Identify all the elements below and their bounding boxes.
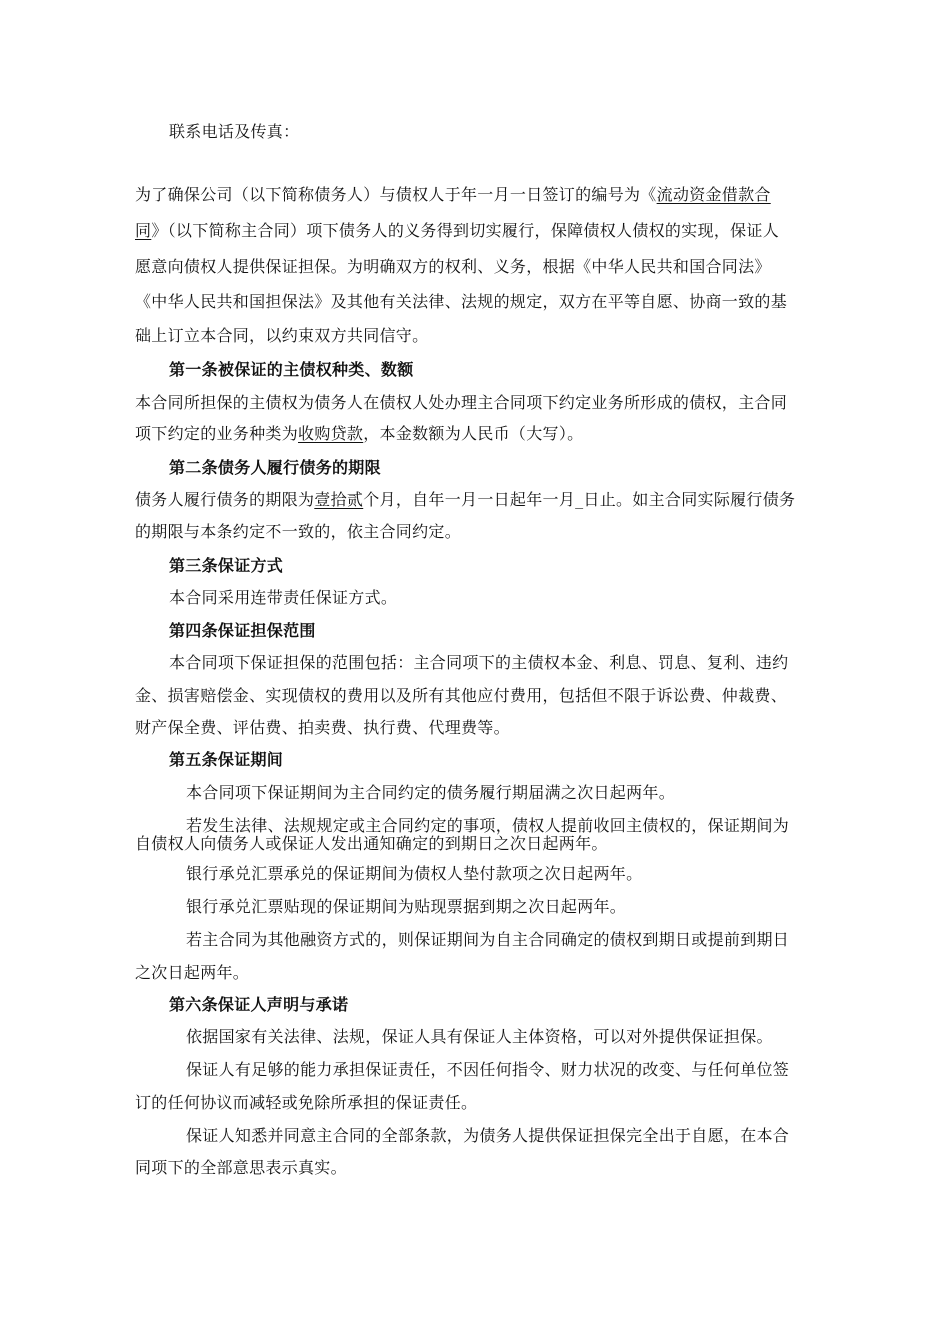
article1-line-1: 本合同所担保的主债权为债务人在债权人处办理主合同项下约定业务所形成的债权，主合同 (135, 393, 788, 412)
contract-name-link: 流动资金借款合 (656, 185, 771, 204)
article6-line-2: 保证人有足够的能力承担保证责任，不因任何指令、财力状况的改变、与任何单位签 (186, 1060, 790, 1079)
article6-line-4: 保证人知悉并同意主合同的全部条款，为债务人提供保证担保完全出于自愿，在本合 (186, 1126, 790, 1145)
article2-line-2: 的期限与本条约定不一致的，依主合同约定。 (135, 522, 462, 541)
contract-name-link-cont: 同 (135, 221, 152, 240)
article4-line-3: 财产保全费、评估费、拍卖费、执行费、代理费等。 (135, 718, 510, 737)
term-months: 壹拾贰 (314, 490, 364, 509)
article5-line-7: 之次日起两年。 (135, 963, 250, 982)
article1-text: ，本金数额为人民币（大写）。 (363, 424, 584, 443)
article2-text: 债务人履行债务的期限为 (135, 490, 315, 509)
preamble-line-4: 《中华人民共和国担保法》及其他有关法律、法规的规定，双方在平等自愿、协商一致的基 (135, 292, 788, 311)
article4-line-1: 本合同项下保证担保的范围包括：主合同项下的主债权本金、利息、罚息、复利、违约 (169, 653, 789, 672)
article2-line-1 (135, 490, 825, 510)
preamble-text: 》（以下简称主合同）项下债务人的义务得到切实履行，保障债权人债权的实现，保证人 (151, 221, 780, 240)
article3-heading: 第三条保证方式 (169, 556, 284, 575)
article5-line-5: 银行承兑汇票贴现的保证期间为贴现票据到期之次日起两年。 (186, 897, 627, 916)
article5-line-3: 自债权人向债务人或保证人发出通知确定的到期日之次日起两年。 (135, 834, 608, 853)
preamble-line-2 (135, 221, 825, 241)
article2-heading: 第二条债务人履行债务的期限 (169, 458, 381, 477)
preamble-line-5: 础上订立本合同，以约束双方共同信守。 (135, 326, 429, 345)
article6-line-1: 依据国家有关法律、法规，保证人具有保证人主体资格，可以对外提供保证担保。 (186, 1027, 773, 1046)
article4-line-2: 金、损害赔偿金、实现债权的费用以及所有其他应付费用，包括但不限于诉讼费、仲裁费、 (135, 686, 788, 705)
article6-heading: 第六条保证人声明与承诺 (169, 995, 349, 1014)
article5-line-6: 若主合同为其他融资方式的，则保证期间为自主合同确定的债权到期日或提前到期日 (186, 930, 790, 949)
article3-line-1: 本合同采用连带责任保证方式。 (169, 588, 398, 607)
article1-line-2 (135, 424, 825, 444)
article1-text: 项下约定的业务种类为 (135, 424, 299, 443)
article5-line-1: 本合同项下保证期间为主合同约定的债务履行期届满之次日起两年。 (186, 783, 676, 802)
article2-text: 个月，自年一月一日起年一月_日止。如主合同实际履行债务 (363, 490, 796, 509)
preamble-line-1 (135, 185, 825, 205)
article6-line-3: 订的任何协议而减轻或免除所承担的保证责任。 (135, 1093, 478, 1112)
article4-heading: 第四条保证担保范围 (169, 621, 316, 640)
preamble-line-3: 愿意向债权人提供保证担保。为明确双方的权利、义务，根据《中华人民共和国合同法》 (135, 257, 771, 276)
article5-heading: 第五条保证期间 (169, 750, 284, 769)
article1-heading: 第一条被保证的主债权种类、数额 (169, 360, 414, 379)
preamble-text: 为了确保公司（以下简称债务人）与债权人于年一月一日签订的编号为《 (135, 185, 657, 204)
business-type: 收购贷款 (298, 424, 364, 443)
article5-line-4: 银行承兑汇票承兑的保证期间为债权人垫付款项之次日起两年。 (186, 864, 643, 883)
article6-line-5: 同项下的全部意思表示真实。 (135, 1158, 347, 1177)
article5-line-2: 若发生法律、法规规定或主合同约定的事项，债权人提前收回主债权的，保证期间为 (186, 816, 790, 835)
contact-line: 联系电话及传真： (169, 122, 300, 141)
